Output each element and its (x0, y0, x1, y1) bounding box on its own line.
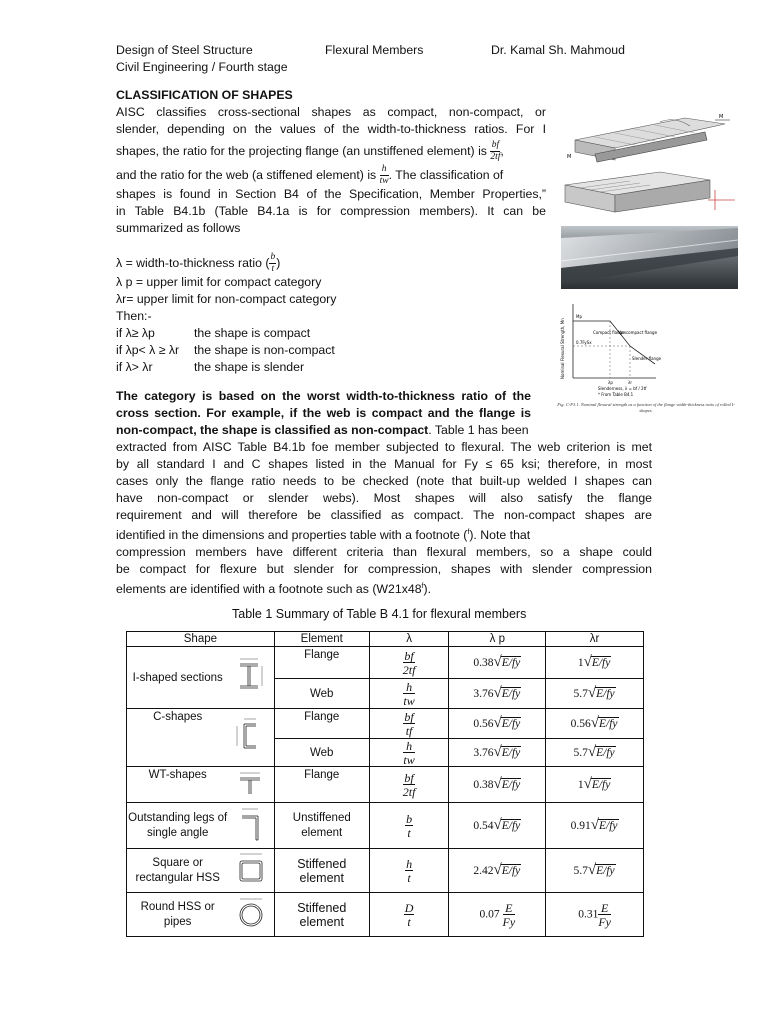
element-cell: Flange (274, 647, 369, 679)
element-cell: Flange (274, 767, 369, 803)
table-header-row (127, 632, 644, 647)
section-title: CLASSIFICATION OF SHAPES (116, 88, 293, 102)
header-author: Dr. Kamal Sh. Mahmoud (491, 43, 625, 57)
graph-mp-label: Mp (576, 314, 582, 319)
then-label: Then:- (116, 309, 152, 323)
header-lambda-p: λ p (449, 632, 546, 647)
lambda-cell: $\frac{b}{t}$ (369, 803, 449, 849)
element-cell: Unstiffened element (274, 803, 369, 849)
lambda-r-cell: 0.91√E/fy (546, 803, 644, 849)
table-caption: Table 1 Summary of Table B 4.1 for flexural members (232, 607, 527, 621)
figure-caption: Fig. C-F3.1. Nominal flexural strength as a function of the flange width-thickness ratio of rolled I-shapes. (557, 402, 735, 413)
rect-hss-icon (228, 849, 274, 893)
lambda-r-cell: 5.7√E/fy (546, 679, 644, 709)
lambda-r-definition: λr= upper limit for non-compact category (116, 292, 337, 306)
intro-line: summarized as follows (116, 221, 241, 235)
element-cell: Flange (274, 709, 369, 739)
lambda-r-cell: 5.7√E/fy (546, 739, 644, 767)
element-cell: Web (274, 679, 369, 709)
lambda-p-cell: 2.42√E/fy (449, 849, 546, 893)
lambda-cell: $\frac{bf}{2tf}$ (369, 647, 449, 679)
intro-line: in Table B4.1b (Table B4.1a is for compression members). It can be (116, 204, 546, 218)
lambda-p-cell: 0.38√E/fy (449, 767, 546, 803)
steel-beam-photo (561, 226, 738, 289)
header-dept: Civil Engineering / Fourth stage (116, 60, 288, 74)
shape-cell: Square or rectangular HSS (127, 849, 229, 893)
lambda-p-definition: λ p = upper limit for compact category (116, 275, 322, 289)
graph-compact-label: Compact flange (593, 330, 625, 335)
intro-line (116, 164, 546, 186)
angle-shape-icon (228, 803, 274, 849)
graph-mr-label: 0.7FySx (576, 340, 592, 345)
body-line: by all standard I and C shapes listed in the Manual for Fy ≤ 65 ksi; therefore, in most (116, 457, 652, 471)
intro-text: shapes, the ratio for the projecting flange (an unstiffened element) is (116, 144, 487, 158)
table-row (127, 803, 644, 849)
intro-text: . The classification of (388, 168, 504, 182)
body-line: extracted from AISC Table B4.1b foe member subjected to flexural. The web criterion is met (116, 440, 652, 454)
graph-slender-label: Slender flange (632, 356, 662, 361)
table-row (127, 647, 644, 679)
header-lambda-r: λr (546, 632, 644, 647)
intro-text: and the ratio for the web (a stiffened element) is (116, 168, 377, 182)
element-cell: Stiffened element (274, 849, 369, 893)
lambda-r-cell: 1√E/fy (546, 647, 644, 679)
body-line: elements are identified with a footnote such as (W21x48$^f$). (116, 582, 432, 597)
category-line: cross section. For example, if the web is compact and the flange is (116, 406, 531, 420)
body-line: have non-compact or slender webs). Most shapes will also satisfy the flange (116, 491, 652, 505)
lambda-cell: $\frac{h}{tw}$ (369, 739, 449, 767)
round-hss-icon (228, 893, 274, 937)
lambda-r-cell: 0.31 $\frac{E}{Fy}$ (546, 893, 644, 937)
condition-noncompact: if λp< λ ≥ λr the shape is non-compact (116, 343, 335, 357)
shape-cell: WT-shapes (127, 767, 229, 803)
lambda-r-cell: 0.56√E/fy (546, 709, 644, 739)
h-tw-fraction: $\frac{h}{tw}$ (379, 164, 389, 186)
graph-lp-label: λp (608, 380, 613, 385)
element-cell: Web (274, 739, 369, 767)
header-shape: Shape (127, 632, 275, 647)
graph-ylabel: Nominal Flexural Strength, Mn (560, 318, 565, 379)
category-line: The category is based on the worst width-to-thickness ratio of the (116, 389, 531, 403)
body-line: compression members have different criteria than flexural members, so a shape could (116, 545, 652, 560)
body-line: be compact for flexure but slender for compression, shapes with slender compression (116, 562, 652, 577)
lambda-p-cell: 3.76√E/fy (449, 739, 546, 767)
wt-shape-icon (228, 767, 274, 803)
lambda-cell: $\frac{h}{t}$ (369, 849, 449, 893)
table-row (127, 849, 644, 893)
intro-line: AISC classifies cross-sectional shapes as compact, non-compact, or (116, 105, 546, 119)
header-course: Design of Steel Structure (116, 43, 253, 57)
bf-2tf-fraction: $\frac{bf}{2tf}$ (490, 140, 501, 162)
lambda-cell: $\frac{h}{tw}$ (369, 679, 449, 709)
intro-line (116, 138, 546, 164)
header-topic: Flexural Members (325, 43, 424, 57)
lambda-p-cell: 0.54√E/fy (449, 803, 546, 849)
definitions (116, 252, 336, 376)
svg-text:M: M (567, 154, 572, 160)
classification-table (126, 631, 644, 937)
flexural-strength-graph (558, 296, 662, 401)
header-lambda: λ (369, 632, 449, 647)
body-paragraph (116, 439, 652, 598)
lambda-p-cell: 3.76√E/fy (449, 679, 546, 709)
lambda-r-cell: 5.7√E/fy (546, 849, 644, 893)
lambda-definition: λ = width-to-thickness ratio ( $\frac{b}{t}$ ) (116, 252, 281, 274)
header-element: Element (274, 632, 369, 647)
shape-cell: Round HSS or pipes (127, 893, 229, 937)
intro-paragraph (116, 104, 546, 237)
shape-cell: Outstanding legs of single angle (127, 803, 229, 849)
intro-line: shapes is found in Section B4 of the Specification, Member Properties,” (116, 187, 546, 201)
table-row (127, 709, 644, 739)
intro-line: slender, depending on the values of the width-to-thickness ratios. For I (116, 122, 546, 136)
lambda-p-cell: 0.38√E/fy (449, 647, 546, 679)
lambda-p-cell: 0.56√E/fy (449, 709, 546, 739)
graph-xlabel: Slenderness, λ = bf / 2tf (598, 386, 647, 391)
graph-noncompact-label: Noncompact flange (618, 330, 658, 335)
graph-lr-label: λr (628, 380, 633, 385)
shape-cell: C-shapes (127, 709, 229, 767)
element-cell: Stiffened element (274, 893, 369, 937)
table-row (127, 767, 644, 803)
shape-cell: I-shaped sections (127, 647, 229, 709)
body-line: requirement and will therefore be classified as compact. The non-compact shapes are (116, 508, 652, 522)
c-shape-icon (228, 709, 274, 767)
intro-comma: , (500, 144, 504, 158)
lambda-cell: $\frac{D}{t}$ (369, 893, 449, 937)
i-shape-icon (228, 647, 274, 709)
category-paragraph (116, 388, 531, 439)
beam-flange-buckling-figure (565, 110, 735, 172)
graph-source: * From Table B4.1 (598, 392, 634, 397)
condition-slender: if λ> λr the shape is slender (116, 360, 305, 374)
lambda-cell: $\frac{bf}{2tf}$ (369, 767, 449, 803)
lambda-cell: $\frac{bf}{tf}$ (369, 709, 449, 739)
table-row (127, 893, 644, 937)
lambda-p-cell: 0.07 $\frac{E}{Fy}$ (449, 893, 546, 937)
svg-text:M: M (719, 114, 724, 120)
body-line: cases only the flange ratio needs to be checked (note that built-up welded I shapes can (116, 474, 652, 488)
category-line: non-compact, the shape is classified as non-compact. Table 1 has been (116, 423, 529, 437)
body-line: identified in the dimensions and properties table with a footnote ($^f$). Note that (116, 528, 531, 543)
condition-compact: if λ≥ λp the shape is compact (116, 326, 311, 340)
lambda-r-cell: 1√E/fy (546, 767, 644, 803)
beam-web-figure (560, 170, 740, 222)
